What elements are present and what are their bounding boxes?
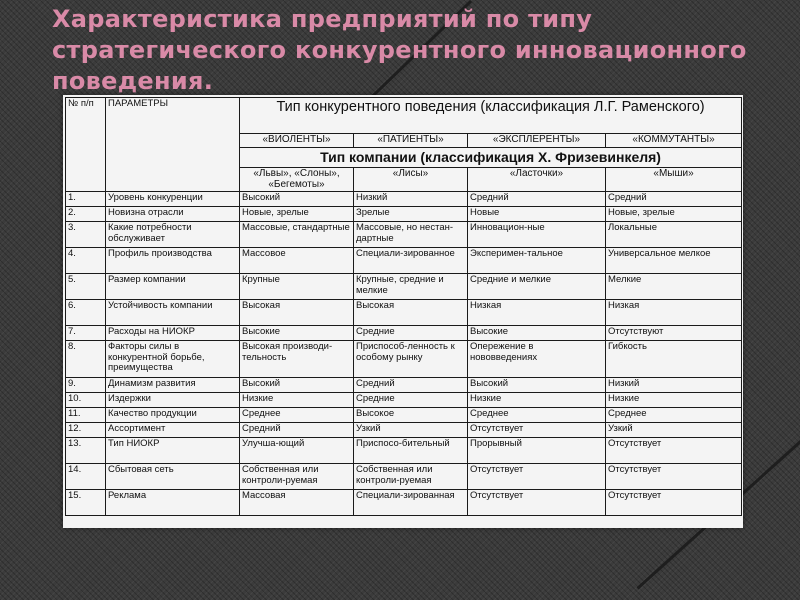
table-row xyxy=(66,438,742,464)
row-value: Низкие xyxy=(606,393,742,408)
table-row xyxy=(66,341,742,378)
row-parameter: Качество продукции xyxy=(106,408,240,423)
row-parameter: Уровень конкуренции xyxy=(106,192,240,207)
row-value: Отсутствует xyxy=(468,490,606,516)
row-value: Высокие xyxy=(240,326,354,341)
row-value: Высокое xyxy=(354,408,468,423)
row-parameter: Размер компании xyxy=(106,274,240,300)
type-header-friesewinkel: «Ласточки» xyxy=(468,168,606,192)
row-parameter: Реклама xyxy=(106,490,240,516)
row-value: Крупные, средние и мелкие xyxy=(354,274,468,300)
group-header-ramensky: Тип конкурентного поведения (классификация Л.Г. Раменского) xyxy=(240,98,742,134)
type-header-ramensky: «ПАТИЕНТЫ» xyxy=(354,134,468,148)
col-num-header: № п/п xyxy=(66,98,106,192)
row-value: Мелкие xyxy=(606,274,742,300)
type-header-ramensky: «ВИОЛЕНТЫ» xyxy=(240,134,354,148)
row-number: 2. xyxy=(66,207,106,222)
row-value: Новые xyxy=(468,207,606,222)
row-number: 9. xyxy=(66,378,106,393)
col-param-header: ПАРАМЕТРЫ xyxy=(106,98,240,192)
row-parameter: Расходы на НИОКР xyxy=(106,326,240,341)
row-value: Средний xyxy=(354,378,468,393)
table-row xyxy=(66,192,742,207)
row-value: Низкий xyxy=(354,192,468,207)
row-value: Высокая производи-тельность xyxy=(240,341,354,378)
row-value: Высокие xyxy=(468,326,606,341)
row-value: Среднее xyxy=(606,408,742,423)
table-row xyxy=(66,248,742,274)
slide-title: Характеристика предприятий по типу стратегического конкурентного инновационного поведения. xyxy=(52,5,747,95)
row-value: Массовое xyxy=(240,248,354,274)
row-value: Низкая xyxy=(606,300,742,326)
row-value: Низкая xyxy=(468,300,606,326)
row-value: Локальные xyxy=(606,222,742,248)
type-header-friesewinkel: «Лисы» xyxy=(354,168,468,192)
row-value: Высокий xyxy=(240,378,354,393)
row-value: Опережение в нововведениях xyxy=(468,341,606,378)
table-row xyxy=(66,222,742,248)
row-parameter: Профиль производства xyxy=(106,248,240,274)
row-value: Отсутствует xyxy=(468,464,606,490)
row-value: Улучша-ющий xyxy=(240,438,354,464)
row-value: Узкий xyxy=(354,423,468,438)
row-number: 15. xyxy=(66,490,106,516)
row-value: Отсутствует xyxy=(606,438,742,464)
row-value: Средний xyxy=(468,192,606,207)
row-value: Средний xyxy=(606,192,742,207)
row-value: Массовая xyxy=(240,490,354,516)
row-number: 11. xyxy=(66,408,106,423)
row-value: Высокий xyxy=(468,378,606,393)
row-value: Отсутствуют xyxy=(606,326,742,341)
row-value: Средний xyxy=(240,423,354,438)
row-value: Универсальное мелкое xyxy=(606,248,742,274)
row-parameter: Ассортимент xyxy=(106,423,240,438)
row-value: Инновацион-ные xyxy=(468,222,606,248)
table-row xyxy=(66,300,742,326)
row-value: Низкие xyxy=(468,393,606,408)
row-value: Средние xyxy=(354,326,468,341)
row-number: 7. xyxy=(66,326,106,341)
type-header-friesewinkel: «Львы», «Слоны», «Бегемоты» xyxy=(240,168,354,192)
row-value: Крупные xyxy=(240,274,354,300)
row-value: Средние xyxy=(354,393,468,408)
type-header-ramensky: «КОММУТАНТЫ» xyxy=(606,134,742,148)
row-value: Низкие xyxy=(240,393,354,408)
row-value: Собственная или контроли-руемая xyxy=(240,464,354,490)
header-row xyxy=(66,98,742,134)
table-row xyxy=(66,378,742,393)
row-value: Узкий xyxy=(606,423,742,438)
row-value: Гибкость xyxy=(606,341,742,378)
row-value: Эксперимен-тальное xyxy=(468,248,606,274)
table-row xyxy=(66,326,742,341)
table-image xyxy=(63,95,743,528)
row-parameter: Динамизм развития xyxy=(106,378,240,393)
row-value: Новые, зрелые xyxy=(240,207,354,222)
row-value: Среднее xyxy=(468,408,606,423)
table-row xyxy=(66,207,742,222)
table-row xyxy=(66,464,742,490)
row-value: Массовые, но нестан-дартные xyxy=(354,222,468,248)
row-number: 6. xyxy=(66,300,106,326)
row-parameter: Факторы силы в конкурентной борьбе, преимущества xyxy=(106,341,240,378)
row-parameter: Устойчивость компании xyxy=(106,300,240,326)
table-row xyxy=(66,490,742,516)
row-parameter: Какие потребности обслуживает xyxy=(106,222,240,248)
row-value: Новые, зрелые xyxy=(606,207,742,222)
row-value: Специали-зированная xyxy=(354,490,468,516)
row-value: Прорывный xyxy=(468,438,606,464)
table-row xyxy=(66,408,742,423)
row-value: Массовые, стандартные xyxy=(240,222,354,248)
row-parameter: Новизна отрасли xyxy=(106,207,240,222)
row-parameter: Издержки xyxy=(106,393,240,408)
row-number: 14. xyxy=(66,464,106,490)
row-value: Зрелые xyxy=(354,207,468,222)
type-header-ramensky: «ЭКСПЛЕРЕНТЫ» xyxy=(468,134,606,148)
row-number: 13. xyxy=(66,438,106,464)
row-number: 4. xyxy=(66,248,106,274)
table-row xyxy=(66,393,742,408)
row-value: Высокая xyxy=(240,300,354,326)
row-value: Низкий xyxy=(606,378,742,393)
row-value: Отсутствует xyxy=(606,464,742,490)
classification-table xyxy=(65,97,742,516)
row-parameter: Тип НИОКР xyxy=(106,438,240,464)
row-value: Собственная или контроли-руемая xyxy=(354,464,468,490)
row-number: 1. xyxy=(66,192,106,207)
row-number: 8. xyxy=(66,341,106,378)
row-value: Отсутствует xyxy=(606,490,742,516)
type-header-friesewinkel: «Мыши» xyxy=(606,168,742,192)
row-parameter: Сбытовая сеть xyxy=(106,464,240,490)
row-number: 3. xyxy=(66,222,106,248)
row-number: 12. xyxy=(66,423,106,438)
table-row xyxy=(66,274,742,300)
table-row xyxy=(66,423,742,438)
group-header-friesewinkel: Тип компании (классификация Х. Фризевинкеля) xyxy=(240,148,742,168)
row-value: Приспосо-бительный xyxy=(354,438,468,464)
row-value: Среднее xyxy=(240,408,354,423)
row-value: Отсутствует xyxy=(468,423,606,438)
row-value: Специали-зированное xyxy=(354,248,468,274)
row-value: Средние и мелкие xyxy=(468,274,606,300)
row-value: Высокий xyxy=(240,192,354,207)
row-value: Высокая xyxy=(354,300,468,326)
row-number: 10. xyxy=(66,393,106,408)
row-value: Приспособ-ленность к особому рынку xyxy=(354,341,468,378)
row-number: 5. xyxy=(66,274,106,300)
